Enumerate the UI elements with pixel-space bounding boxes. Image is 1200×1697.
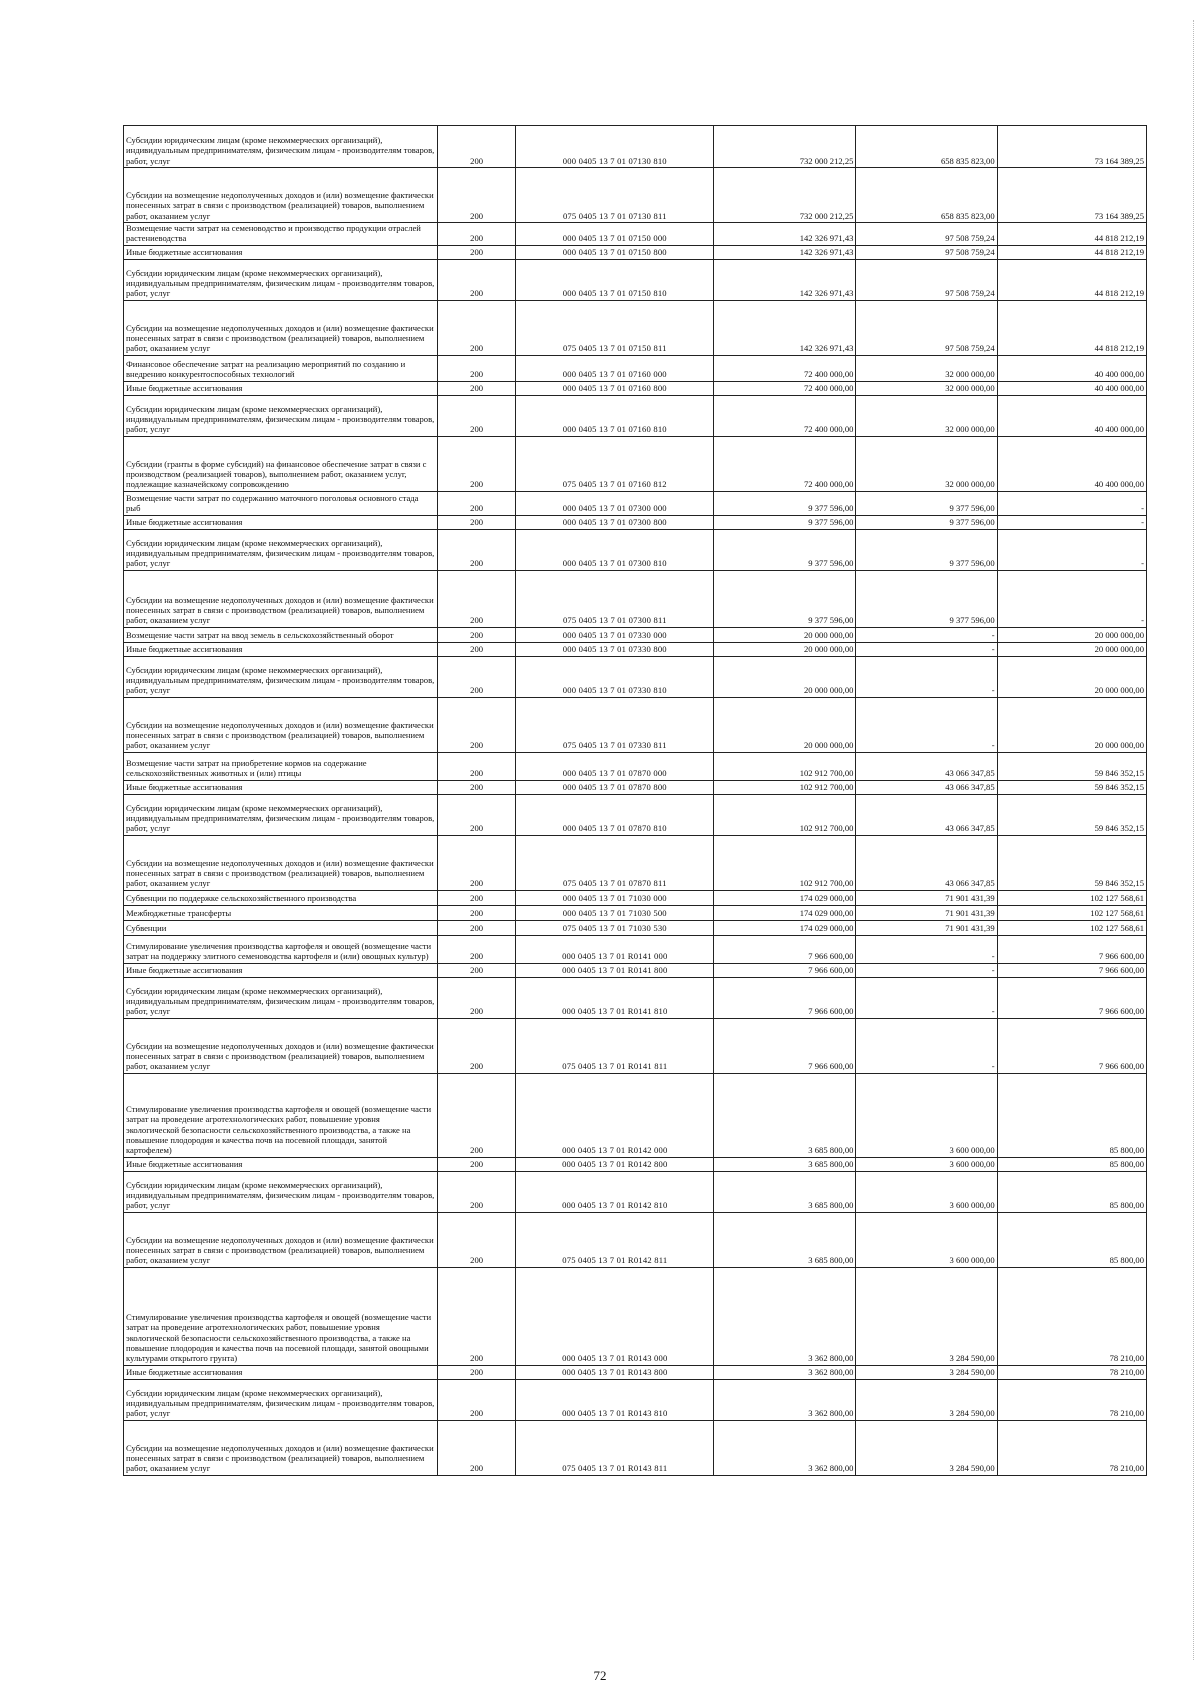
row-name: Субсидии юридическим лицам (кроме некоммерческих организаций), индивидуальным предпринимателям, физическим лицам - производителям товаров, работ, услуг [124,1379,438,1420]
row-code: 200 [437,1212,516,1267]
table-body [124,126,1147,1476]
row-name: Субсидии юридическим лицам (кроме некоммерческих организаций), индивидуальным предпринимателям, физическим лицам - производителям товаров, работ, услуг [124,1171,438,1212]
row-name: Субсидии на возмещение недополученных доходов и (или) возмещение фактически понесенных затрат в связи с производством (реализацией) товаров, выполнением работ, оказанием услуг [124,570,438,627]
row-approved: 102 912 700,00 [714,794,856,835]
table-row [124,1157,1147,1171]
row-unexecuted: 102 127 568,61 [997,920,1146,935]
row-code: 200 [437,1267,516,1365]
row-budget-code: 000 0405 13 7 01 R0141 800 [516,963,714,977]
row-code: 200 [437,1157,516,1171]
row-name: Стимулирование увеличения производства картофеля и овощей (возмещение части затрат на проведение агротехнологических работ, повышение уровня экологической безопасности сельскохозяйственного производства, а также на повышение плодородия и качества почв на посевной площади, занятой картофелем) [124,1073,438,1157]
row-code: 200 [437,642,516,656]
row-name: Субсидии на возмещение недополученных доходов и (или) возмещение фактически понесенных затрат в связи с производством (реализацией) товаров, выполнением работ, оказанием услуг [124,300,438,355]
table-row [124,126,1147,168]
row-unexecuted: 40 400 000,00 [997,436,1146,491]
row-approved: 20 000 000,00 [714,627,856,642]
row-name: Иные бюджетные ассигнования [124,381,438,395]
row-executed: - [856,977,997,1018]
row-unexecuted: 85 800,00 [997,1212,1146,1267]
row-budget-code: 000 0405 13 7 01 07300 000 [516,491,714,515]
table-row [124,168,1147,223]
row-code: 200 [437,515,516,529]
row-name: Субсидии юридическим лицам (кроме некоммерческих организаций), индивидуальным предпринимателям, физическим лицам - производителям товаров, работ, услуг [124,656,438,697]
row-executed: 97 508 759,24 [856,300,997,355]
row-executed: - [856,935,997,963]
row-code: 200 [437,245,516,259]
row-approved: 20 000 000,00 [714,656,856,697]
page-number: 72 [593,1668,607,1683]
row-budget-code: 000 0405 13 7 01 07150 000 [516,223,714,246]
row-budget-code: 000 0405 13 7 01 07130 810 [516,126,714,168]
row-executed: 43 066 347,85 [856,835,997,890]
table-row [124,529,1147,570]
row-unexecuted: 85 800,00 [997,1171,1146,1212]
row-approved: 72 400 000,00 [714,436,856,491]
row-executed: 3 600 000,00 [856,1212,997,1267]
row-unexecuted: 102 127 568,61 [997,890,1146,905]
row-unexecuted: 73 164 389,25 [997,126,1146,168]
row-unexecuted: 7 966 600,00 [997,935,1146,963]
table-row [124,642,1147,656]
row-code: 200 [437,627,516,642]
row-executed: 32 000 000,00 [856,355,997,381]
row-code: 200 [437,395,516,436]
row-name: Иные бюджетные ассигнования [124,642,438,656]
row-name: Межбюджетные трансферты [124,905,438,920]
table-row [124,436,1147,491]
row-executed: 658 835 823,00 [856,168,997,223]
row-code: 200 [437,381,516,395]
row-executed: - [856,642,997,656]
row-executed: 97 508 759,24 [856,259,997,300]
row-executed: 32 000 000,00 [856,381,997,395]
row-unexecuted: - [997,529,1146,570]
row-unexecuted: 59 846 352,15 [997,835,1146,890]
row-code: 200 [437,1379,516,1420]
row-approved: 3 685 800,00 [714,1073,856,1157]
row-code: 200 [437,835,516,890]
row-budget-code: 000 0405 13 7 01 R0143 810 [516,1379,714,1420]
row-unexecuted: 78 210,00 [997,1420,1146,1475]
row-budget-code: 000 0405 13 7 01 07870 800 [516,780,714,794]
row-approved: 3 685 800,00 [714,1171,856,1212]
row-approved: 732 000 212,25 [714,126,856,168]
row-approved: 3 362 800,00 [714,1420,856,1475]
row-name: Иные бюджетные ассигнования [124,1365,438,1379]
row-name: Возмещение части затрат по содержанию маточного поголовья основного стада рыб [124,491,438,515]
row-unexecuted: 78 210,00 [997,1379,1146,1420]
row-unexecuted: 40 400 000,00 [997,381,1146,395]
table-row [124,355,1147,381]
row-name: Субсидии на возмещение недополученных доходов и (или) возмещение фактически понесенных затрат в связи с производством (реализацией) товаров, выполнением работ, оказанием услуг [124,1212,438,1267]
row-code: 200 [437,905,516,920]
table-row [124,1018,1147,1073]
row-approved: 20 000 000,00 [714,642,856,656]
row-executed: 43 066 347,85 [856,780,997,794]
table-row [124,835,1147,890]
row-approved: 72 400 000,00 [714,355,856,381]
row-approved: 9 377 596,00 [714,529,856,570]
row-executed: 3 600 000,00 [856,1073,997,1157]
row-name: Иные бюджетные ассигнования [124,780,438,794]
row-budget-code: 000 0405 13 7 01 07300 810 [516,529,714,570]
row-code: 200 [437,1365,516,1379]
row-executed: - [856,627,997,642]
row-executed: 9 377 596,00 [856,570,997,627]
table-row [124,570,1147,627]
row-code: 200 [437,920,516,935]
row-name: Иные бюджетные ассигнования [124,245,438,259]
row-approved: 7 966 600,00 [714,1018,856,1073]
row-unexecuted: 44 818 212,19 [997,223,1146,246]
row-budget-code: 075 0405 13 7 01 07160 812 [516,436,714,491]
row-name: Возмещение части затрат на приобретение кормов на содержание сельскохозяйственных животных и (или) птицы [124,752,438,780]
row-name: Субсидии юридическим лицам (кроме некоммерческих организаций), индивидуальным предпринимателям, физическим лицам - производителям товаров, работ, услуг [124,529,438,570]
table-row [124,905,1147,920]
row-budget-code: 075 0405 13 7 01 07330 811 [516,697,714,752]
row-unexecuted: 20 000 000,00 [997,642,1146,656]
row-budget-code: 075 0405 13 7 01 07150 811 [516,300,714,355]
row-code: 200 [437,963,516,977]
row-unexecuted: 59 846 352,15 [997,780,1146,794]
row-approved: 102 912 700,00 [714,835,856,890]
row-name: Субсидии юридическим лицам (кроме некоммерческих организаций), индивидуальным предпринимателям, физическим лицам - производителям товаров, работ, услуг [124,259,438,300]
row-executed: - [856,1018,997,1073]
table-row [124,794,1147,835]
row-approved: 732 000 212,25 [714,168,856,223]
row-unexecuted: - [997,491,1146,515]
row-name: Возмещение части затрат на ввод земель в сельскохозяйственный оборот [124,627,438,642]
row-code: 200 [437,126,516,168]
row-name: Возмещение части затрат на семеноводство и производство продукции отраслей растениеводства [124,223,438,246]
row-approved: 3 362 800,00 [714,1365,856,1379]
row-executed: - [856,963,997,977]
table-row [124,300,1147,355]
row-budget-code: 075 0405 13 7 01 R0141 811 [516,1018,714,1073]
row-unexecuted: - [997,570,1146,627]
row-budget-code: 000 0405 13 7 01 07160 000 [516,355,714,381]
row-unexecuted: 85 800,00 [997,1073,1146,1157]
table-row [124,627,1147,642]
row-unexecuted: 73 164 389,25 [997,168,1146,223]
row-budget-code: 000 0405 13 7 01 71030 500 [516,905,714,920]
row-code: 200 [437,656,516,697]
row-unexecuted: 40 400 000,00 [997,355,1146,381]
row-unexecuted: 7 966 600,00 [997,1018,1146,1073]
row-approved: 7 966 600,00 [714,935,856,963]
budget-execution-table [123,125,1147,1476]
row-name: Стимулирование увеличения производства картофеля и овощей (возмещение части затрат на проведение агротехнологических работ, повышение уровня экологической безопасности сельскохозяйственного производства, а также на повышение плодородия и качества почв на посевной площади, занятой овощными культурами открытого грунта) [124,1267,438,1365]
row-budget-code: 000 0405 13 7 01 07160 800 [516,381,714,395]
row-approved: 174 029 000,00 [714,920,856,935]
table-row [124,1420,1147,1475]
row-unexecuted: 102 127 568,61 [997,905,1146,920]
table-row [124,935,1147,963]
row-approved: 142 326 971,43 [714,223,856,246]
table-row [124,1365,1147,1379]
row-name: Субсидии на возмещение недополученных доходов и (или) возмещение фактически понесенных затрат в связи с производством (реализацией) товаров, выполнением работ, оказанием услуг [124,1420,438,1475]
row-executed: 658 835 823,00 [856,126,997,168]
row-code: 200 [437,780,516,794]
row-unexecuted: - [997,515,1146,529]
row-budget-code: 000 0405 13 7 01 07870 810 [516,794,714,835]
row-budget-code: 000 0405 13 7 01 R0143 800 [516,1365,714,1379]
row-code: 200 [437,1171,516,1212]
row-budget-code: 000 0405 13 7 01 R0141 000 [516,935,714,963]
row-unexecuted: 20 000 000,00 [997,697,1146,752]
table-row [124,963,1147,977]
row-budget-code: 075 0405 13 7 01 07870 811 [516,835,714,890]
row-approved: 3 685 800,00 [714,1212,856,1267]
row-executed: 3 284 590,00 [856,1420,997,1475]
row-unexecuted: 7 966 600,00 [997,963,1146,977]
row-approved: 7 966 600,00 [714,963,856,977]
row-approved: 7 966 600,00 [714,977,856,1018]
row-code: 200 [437,794,516,835]
row-approved: 9 377 596,00 [714,491,856,515]
row-approved: 20 000 000,00 [714,697,856,752]
scan-edge-marks [1193,20,1196,1660]
row-approved: 72 400 000,00 [714,395,856,436]
budget-sheet [123,125,1147,1476]
row-budget-code: 000 0405 13 7 01 R0142 800 [516,1157,714,1171]
row-unexecuted: 7 966 600,00 [997,977,1146,1018]
table-row [124,752,1147,780]
row-approved: 142 326 971,43 [714,300,856,355]
row-code: 200 [437,697,516,752]
row-name: Субсидии юридическим лицам (кроме некоммерческих организаций), индивидуальным предпринимателям, физическим лицам - производителям товаров, работ, услуг [124,126,438,168]
row-budget-code: 075 0405 13 7 01 07300 811 [516,570,714,627]
row-code: 200 [437,1018,516,1073]
table-row [124,1379,1147,1420]
row-budget-code: 000 0405 13 7 01 R0142 000 [516,1073,714,1157]
row-approved: 9 377 596,00 [714,570,856,627]
row-executed: 97 508 759,24 [856,245,997,259]
row-budget-code: 000 0405 13 7 01 07150 810 [516,259,714,300]
row-executed: 32 000 000,00 [856,436,997,491]
row-unexecuted: 44 818 212,19 [997,259,1146,300]
row-unexecuted: 59 846 352,15 [997,752,1146,780]
row-executed: 3 600 000,00 [856,1157,997,1171]
row-code: 200 [437,529,516,570]
row-budget-code: 000 0405 13 7 01 07150 800 [516,245,714,259]
row-executed: 3 600 000,00 [856,1171,997,1212]
row-code: 200 [437,491,516,515]
row-code: 200 [437,355,516,381]
row-code: 200 [437,1420,516,1475]
row-executed: - [856,656,997,697]
table-row [124,656,1147,697]
row-executed: - [856,697,997,752]
row-name: Субсидии юридическим лицам (кроме некоммерческих организаций), индивидуальным предпринимателям, физическим лицам - производителям товаров, работ, услуг [124,794,438,835]
row-code: 200 [437,890,516,905]
row-approved: 102 912 700,00 [714,752,856,780]
row-unexecuted: 20 000 000,00 [997,627,1146,642]
row-executed: 71 901 431,39 [856,890,997,905]
row-budget-code: 000 0405 13 7 01 R0141 810 [516,977,714,1018]
row-unexecuted: 78 210,00 [997,1365,1146,1379]
row-approved: 142 326 971,43 [714,259,856,300]
row-unexecuted: 44 818 212,19 [997,245,1146,259]
table-row [124,780,1147,794]
row-budget-code: 075 0405 13 7 01 R0143 811 [516,1420,714,1475]
row-approved: 3 362 800,00 [714,1267,856,1365]
table-row [124,1212,1147,1267]
table-row [124,395,1147,436]
row-name: Субсидии юридическим лицам (кроме некоммерческих организаций), индивидуальным предпринимателям, физическим лицам - производителям товаров, работ, услуг [124,977,438,1018]
row-code: 200 [437,570,516,627]
table-row [124,1073,1147,1157]
row-name: Финансовое обеспечение затрат на реализацию мероприятий по созданию и внедрению конкурентоспособных технологий [124,355,438,381]
row-unexecuted: 85 800,00 [997,1157,1146,1171]
row-approved: 102 912 700,00 [714,780,856,794]
row-budget-code: 075 0405 13 7 01 R0142 811 [516,1212,714,1267]
row-name: Иные бюджетные ассигнования [124,1157,438,1171]
row-approved: 9 377 596,00 [714,515,856,529]
row-executed: 9 377 596,00 [856,491,997,515]
row-budget-code: 075 0405 13 7 01 71030 530 [516,920,714,935]
row-code: 200 [437,223,516,246]
row-name: Субсидии юридическим лицам (кроме некоммерческих организаций), индивидуальным предпринимателям, физическим лицам - производителям товаров, работ, услуг [124,395,438,436]
row-code: 200 [437,1073,516,1157]
row-executed: 43 066 347,85 [856,752,997,780]
row-budget-code: 000 0405 13 7 01 07330 810 [516,656,714,697]
table-row [124,245,1147,259]
row-unexecuted: 59 846 352,15 [997,794,1146,835]
row-name: Субсидии (гранты в форме субсидий) на финансовое обеспечение затрат в связи с производством (реализацией товаров), выполнением работ, оказанием услуг, подлежащие казначейскому сопровождению [124,436,438,491]
row-name: Иные бюджетные ассигнования [124,515,438,529]
row-approved: 174 029 000,00 [714,890,856,905]
row-executed: 32 000 000,00 [856,395,997,436]
row-name: Иные бюджетные ассигнования [124,963,438,977]
row-executed: 97 508 759,24 [856,223,997,246]
row-executed: 71 901 431,39 [856,905,997,920]
row-budget-code: 000 0405 13 7 01 07300 800 [516,515,714,529]
table-row [124,491,1147,515]
row-approved: 72 400 000,00 [714,381,856,395]
table-row [124,697,1147,752]
row-name: Субвенции [124,920,438,935]
row-code: 200 [437,168,516,223]
row-budget-code: 000 0405 13 7 01 R0143 000 [516,1267,714,1365]
row-executed: 3 284 590,00 [856,1365,997,1379]
row-code: 200 [437,752,516,780]
table-row [124,259,1147,300]
row-name: Субсидии на возмещение недополученных доходов и (или) возмещение фактически понесенных затрат в связи с производством (реализацией) товаров, выполнением работ, оказанием услуг [124,835,438,890]
row-name: Субсидии на возмещение недополученных доходов и (или) возмещение фактически понесенных затрат в связи с производством (реализацией) товаров, выполнением работ, оказанием услуг [124,168,438,223]
row-unexecuted: 40 400 000,00 [997,395,1146,436]
table-row [124,890,1147,905]
row-executed: 9 377 596,00 [856,515,997,529]
row-executed: 9 377 596,00 [856,529,997,570]
row-executed: 3 284 590,00 [856,1267,997,1365]
row-budget-code: 000 0405 13 7 01 R0142 810 [516,1171,714,1212]
row-unexecuted: 78 210,00 [997,1267,1146,1365]
row-executed: 71 901 431,39 [856,920,997,935]
row-approved: 142 326 971,43 [714,245,856,259]
row-code: 200 [437,259,516,300]
row-executed: 43 066 347,85 [856,794,997,835]
row-code: 200 [437,977,516,1018]
row-name: Стимулирование увеличения производства картофеля и овощей (возмещение части затрат на поддержку элитного семеноводства картофеля и (или) овощных культур) [124,935,438,963]
row-budget-code: 000 0405 13 7 01 07330 000 [516,627,714,642]
row-approved: 174 029 000,00 [714,905,856,920]
row-budget-code: 075 0405 13 7 01 07130 811 [516,168,714,223]
row-code: 200 [437,436,516,491]
row-name: Субвенции по поддержке сельскохозяйственного производства [124,890,438,905]
table-row [124,977,1147,1018]
row-unexecuted: 20 000 000,00 [997,656,1146,697]
table-row [124,1267,1147,1365]
row-name: Субсидии на возмещение недополученных доходов и (или) возмещение фактически понесенных затрат в связи с производством (реализацией) товаров, выполнением работ, оказанием услуг [124,1018,438,1073]
row-executed: 3 284 590,00 [856,1379,997,1420]
table-row [124,223,1147,246]
row-code: 200 [437,935,516,963]
row-code: 200 [437,300,516,355]
table-row [124,1171,1147,1212]
row-budget-code: 000 0405 13 7 01 07870 000 [516,752,714,780]
table-row [124,381,1147,395]
row-approved: 3 685 800,00 [714,1157,856,1171]
table-row [124,515,1147,529]
table-row [124,920,1147,935]
row-name: Субсидии на возмещение недополученных доходов и (или) возмещение фактически понесенных затрат в связи с производством (реализацией) товаров, выполнением работ, оказанием услуг [124,697,438,752]
row-unexecuted: 44 818 212,19 [997,300,1146,355]
row-budget-code: 000 0405 13 7 01 07160 810 [516,395,714,436]
row-approved: 3 362 800,00 [714,1379,856,1420]
row-budget-code: 000 0405 13 7 01 07330 800 [516,642,714,656]
row-budget-code: 000 0405 13 7 01 71030 000 [516,890,714,905]
